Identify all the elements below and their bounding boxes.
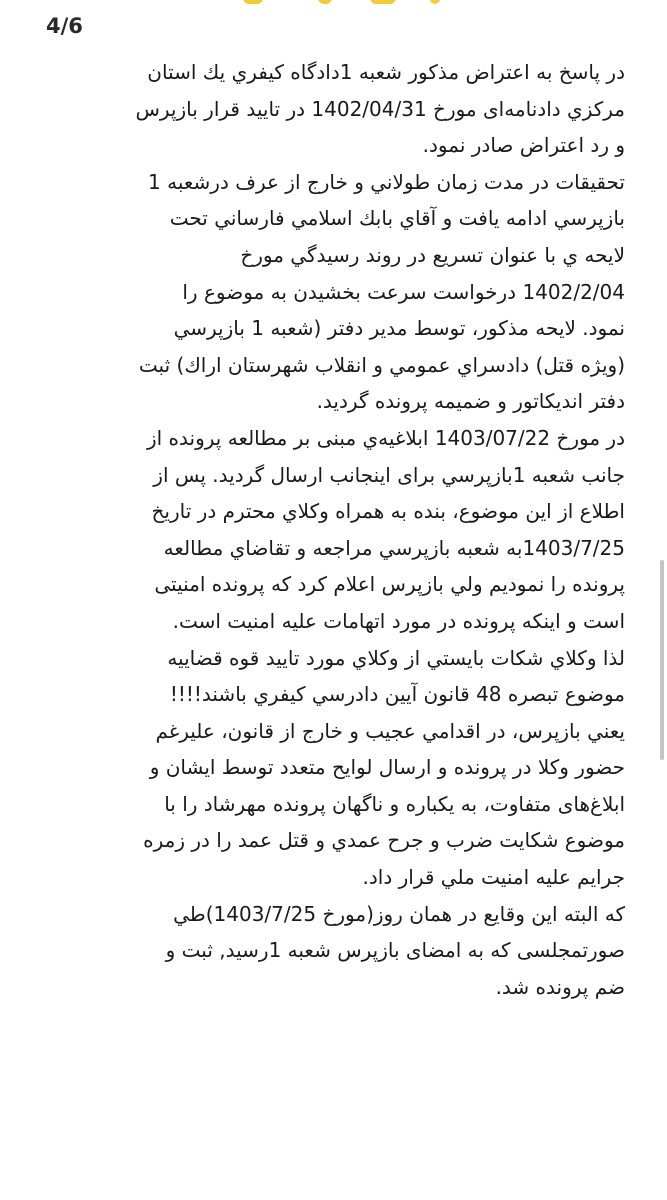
text-line: لايحه ي با عنوان تسريع در روند رسيدگي مورخ	[240, 242, 625, 267]
text-line: ضم پرونده شد.	[495, 974, 625, 999]
text-line: دفتر انديكاتور و ضميمه پرونده گرديد.	[316, 389, 625, 414]
text-line: پرونده را نموديم ولي بازپرس اعلام كرد كه پرونده امنيتی	[154, 572, 625, 597]
text-line: است و اينكه پرونده در مورد اتهامات عليه امنيت است.	[172, 608, 625, 633]
text-line: تحقيقات در مدت زمان طولاني و خارج از عرف درشعبه 1	[148, 169, 625, 194]
text-line: در مورخ 1403/07/22 ابلاغيه‌ي مبنی بر مطالعه پرونده از	[146, 425, 625, 450]
text-line: صورتمجلسی كه به امضای بازپرس شعبه 1رسيد, ثبت و	[165, 938, 625, 963]
text-line: جرايم عليه امنيت ملي قرار داد.	[362, 865, 625, 890]
text-line: موضوع تبصره 48 قانون آيين دادرسي كيفري باشند!!!!	[169, 682, 625, 707]
text-line: كه البته اين وقايع در همان روز(مورخ 1403/7/25)طي	[173, 901, 625, 926]
document-body	[36, 54, 625, 1005]
text-line: و رد اعتراض صادر نمود.	[422, 133, 625, 158]
decorative-mark	[243, 0, 263, 4]
decorative-mark	[430, 0, 440, 4]
text-line: مرکزي دادنامه‌ای مورخ 1402/04/31 در تاييد قرار بازپرس	[135, 96, 625, 121]
text-line: 1403/7/25به شعبه بازپرسي مراجعه و تقاضاي مطالعه	[163, 535, 625, 560]
text-line: جانب شعبه 1بازپرسي برای اينجانب ارسال گرديد. پس از	[153, 462, 625, 487]
vertical-scrollbar[interactable]	[660, 560, 664, 760]
text-line: 1402/2/04 درخواست سرعت بخشيدن به موضوع را	[182, 279, 625, 304]
text-line: (ويژه قتل) دادسراي عمومي و انقلاب شهرستان اراك) ثبت	[138, 352, 625, 377]
top-decorative-strip	[0, 0, 667, 6]
text-line: بازپرسي ادامه يافت و آقاي بابك اسلامي فارساني تحت	[169, 206, 625, 231]
text-line: ابلاغ‌های متفاوت، به يكباره و ناگهان پرونده مهرشاد را با	[164, 791, 625, 816]
decorative-mark	[370, 0, 396, 4]
decorative-mark	[318, 0, 332, 4]
text-line: لذا وكلاي شكات بايستي از وكلاي مورد تاييد قوه قضاييه	[167, 645, 625, 670]
text-line: يعني بازپرس، در اقدامي عجيب و خارج از قانون، عليرغم	[155, 718, 625, 743]
text-line: نمود. لايحه مذکور، توسط مدير دفتر (شعبه 1 بازپرسي	[173, 316, 625, 341]
text-line: اطلاع از اين موضوع، بنده به همراه وكلاي محترم در تاريخ	[151, 499, 625, 524]
text-line: موضوع شكايت ضرب و جرح عمدي و قتل عمد را در زمره	[143, 828, 625, 853]
text-line: در پاسخ به اعتراض مذکور شعبه 1دادگاه کیفري يك استان	[147, 60, 625, 84]
page-counter: 4/6	[46, 14, 83, 38]
text-line: حضور وكلا در پرونده و ارسال لوايح متعدد توسط ايشان و	[149, 755, 625, 780]
